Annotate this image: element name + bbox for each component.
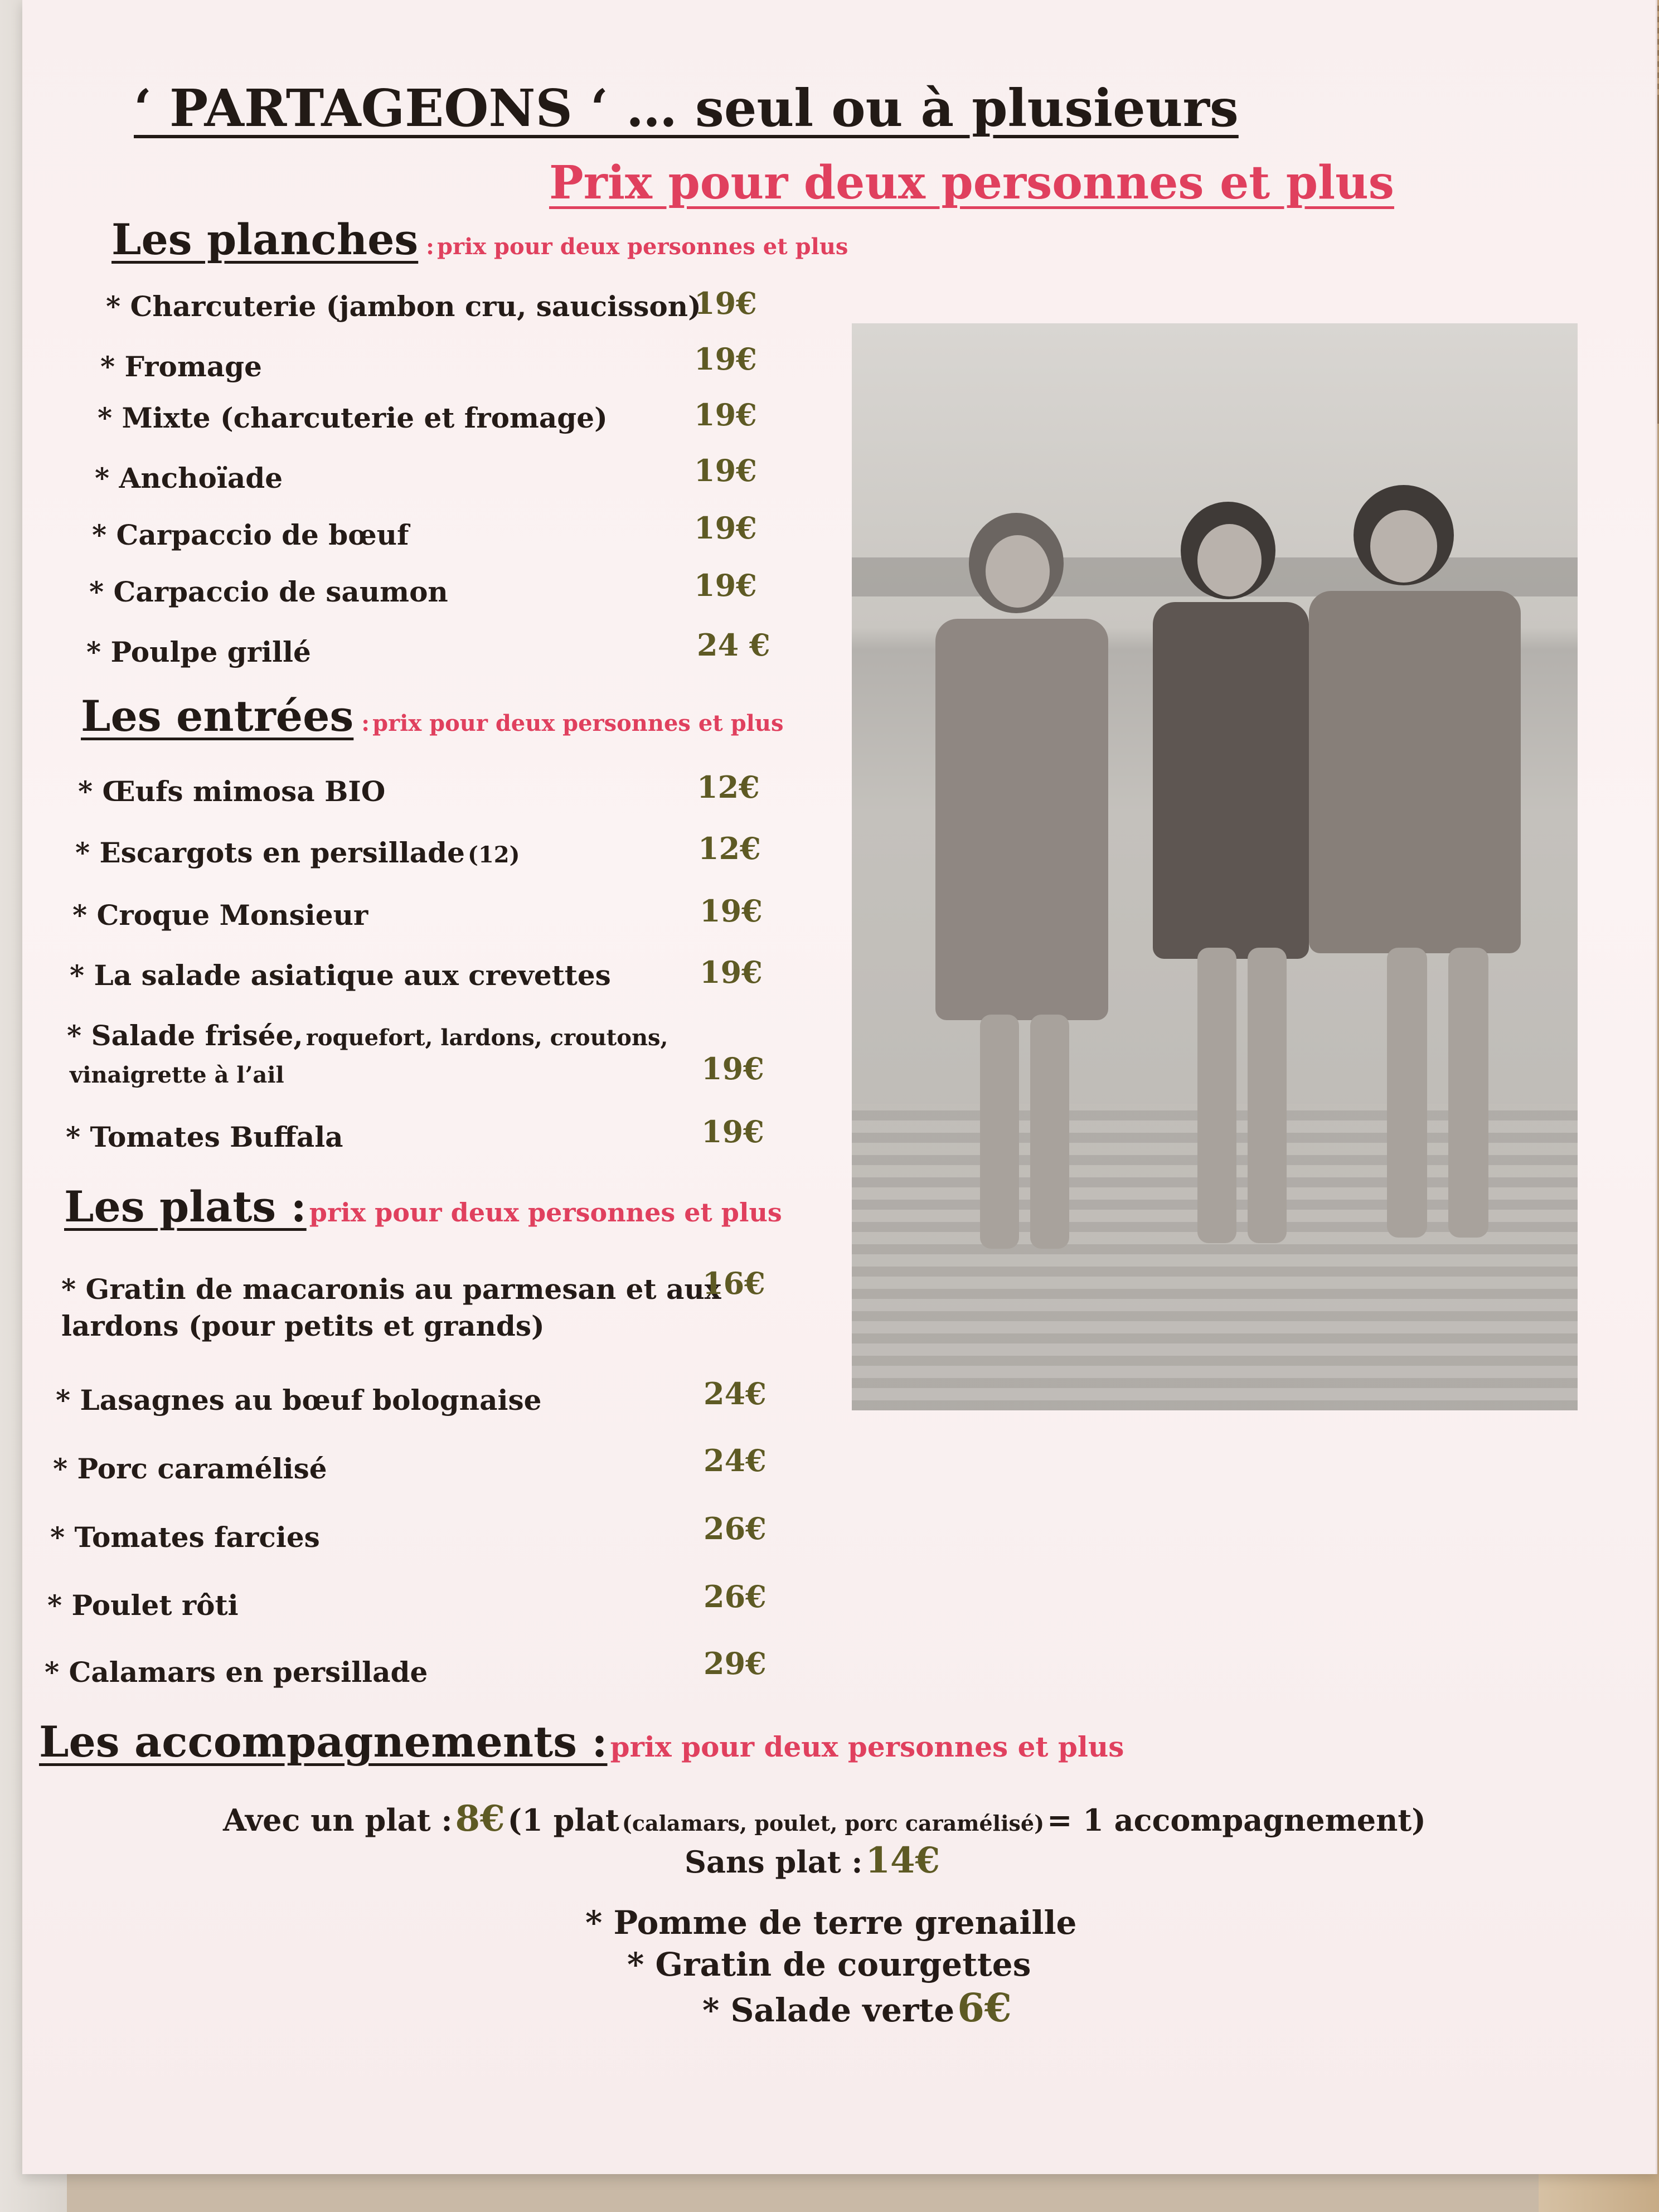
photo-figure-leg [1448, 948, 1488, 1238]
menu-item-name: * Lasagnes au bœuf bolognaise [56, 1384, 542, 1417]
menu-item-price: 19€ [700, 954, 763, 990]
menu-item-price: 19€ [694, 341, 757, 377]
accompagnement-item: * Salade verte [702, 1991, 955, 2029]
menu-item-price: 19€ [701, 1051, 764, 1086]
menu-item-price: 24€ [704, 1376, 767, 1411]
avec-plat-price: 8€ [455, 1798, 505, 1840]
section-accompagnements-header [39, 1717, 1124, 1767]
section-separator: : [418, 234, 434, 260]
sans-plat-price: 14€ [865, 1840, 940, 1881]
menu-item-name: * Œufs mimosa BIO [78, 775, 386, 808]
accompagnement-avec-plat [223, 1798, 1426, 1840]
photo-figure-dress [1153, 602, 1309, 959]
menu-item-price: 19€ [700, 893, 763, 929]
menu-item-salade-frisee [67, 1019, 668, 1052]
menu-item-price: 19€ [694, 397, 757, 433]
section-note: prix pour deux personnes et plus [372, 710, 784, 736]
photo-figure-leg [980, 1015, 1019, 1249]
section-note: prix pour deux personnes et plus [309, 1197, 782, 1228]
menu-item-suffix: (12) [468, 842, 520, 868]
avec-plat-label: Avec un plat : [223, 1802, 453, 1838]
section-heading: Les entrées [81, 691, 354, 741]
menu-item-name: * Anchoïade [95, 462, 283, 494]
photo-figure-dress [935, 619, 1108, 1020]
menu-item-price: 19€ [694, 510, 757, 546]
menu-item-price: 12€ [698, 831, 761, 866]
menu-item-price: 26€ [704, 1579, 767, 1614]
menu-item-name: * Gratin de macaronis au parmesan et aux lardons (pour petits et grands) [61, 1273, 721, 1342]
menu-item-price: 19€ [694, 567, 757, 603]
section-plats-header [64, 1182, 782, 1231]
menu-item-price: 29€ [704, 1646, 767, 1681]
photo-figure-leg [1030, 1015, 1069, 1249]
photo-figure-face [1370, 510, 1437, 583]
menu-item-name: * Croque Monsieur [72, 899, 368, 932]
section-heading: Les planches [111, 215, 419, 264]
section-heading: Les plats : [64, 1182, 307, 1231]
menu-item-name: * Salade frisée, [67, 1019, 303, 1052]
menu-item-name: * Escargots en persillade [75, 836, 465, 869]
menu-item-detail: vinaigrette à l’ail [70, 1062, 284, 1088]
section-note: prix pour deux personnes et plus [437, 234, 848, 260]
menu-item-name: * Charcuterie (jambon cru, saucisson) [106, 290, 701, 323]
photo-figure-left [919, 513, 1119, 1349]
photo-figure-dress [1309, 591, 1521, 953]
menu-item-name: * Poulpe grillé [86, 636, 311, 668]
menu-item-name: * Poulet rôti [47, 1589, 239, 1622]
menu-item-name: * La salade asiatique aux crevettes [70, 959, 611, 992]
menu-item-name: * Carpaccio de bœuf [92, 518, 409, 551]
section-separator: : [353, 710, 370, 736]
menu-subtitle: Prix pour deux personnes et plus [549, 156, 1394, 210]
salade-verte-price: 6€ [957, 1985, 1012, 2031]
menu-item-name: * Tomates farcies [50, 1521, 320, 1554]
avec-plat-detail: = 1 accompagnement) [1047, 1802, 1426, 1838]
vintage-photo [852, 323, 1578, 1410]
menu-item-escargots [75, 836, 520, 869]
menu-item-name: * Tomates Buffala [66, 1120, 343, 1153]
photo-figure-middle [1131, 502, 1320, 1338]
menu-item-name: * Calamars en persillade [45, 1656, 428, 1689]
avec-plat-detail: (calamars, poulet, porc caramélisé) [622, 1811, 1045, 1836]
photo-figure-right [1292, 485, 1537, 1321]
accompagnement-item: * Pomme de terre grenaille [585, 1904, 1077, 1942]
menu-item-detail: roquefort, lardons, croutons, [305, 1025, 668, 1051]
section-entrees-header [81, 691, 783, 741]
menu-item-price: 24€ [704, 1443, 767, 1478]
menu-item-price: 12€ [697, 769, 760, 805]
section-note: prix pour deux personnes et plus [610, 1730, 1124, 1763]
menu-item-price: 26€ [704, 1511, 767, 1546]
menu-item-name: * Fromage [100, 350, 262, 383]
photo-figure-leg [1387, 948, 1427, 1238]
menu-sheet [22, 0, 1657, 2174]
menu-item-price: 16€ [702, 1265, 765, 1301]
section-planches-header [111, 215, 848, 264]
photo-figure-face [1197, 524, 1262, 596]
accompagnement-sans-plat [685, 1840, 940, 1881]
menu-item-price: 19€ [701, 1114, 764, 1149]
menu-item-name: * Porc caramélisé [53, 1452, 327, 1485]
menu-item-price: 24 € [697, 627, 770, 663]
menu-item-price: 19€ [694, 285, 757, 321]
photo-figure-leg [1197, 948, 1236, 1243]
menu-item-name: * Mixte (charcuterie et fromage) [98, 401, 608, 434]
avec-plat-detail: (1 plat [507, 1802, 619, 1838]
section-heading: Les accompagnements : [39, 1717, 608, 1767]
accompagnement-item: * Gratin de courgettes [627, 1946, 1031, 1983]
menu-item-name: * Carpaccio de saumon [89, 575, 448, 608]
menu-title: ‘ PARTAGEONS ‘ … seul ou à plusieurs [134, 78, 1239, 138]
accompagnement-salade-verte [702, 1985, 1012, 2031]
sans-plat-label: Sans plat : [685, 1844, 863, 1880]
photo-figure-face [986, 535, 1050, 608]
menu-item-price: 19€ [694, 453, 757, 488]
photo-figure-leg [1248, 948, 1287, 1243]
